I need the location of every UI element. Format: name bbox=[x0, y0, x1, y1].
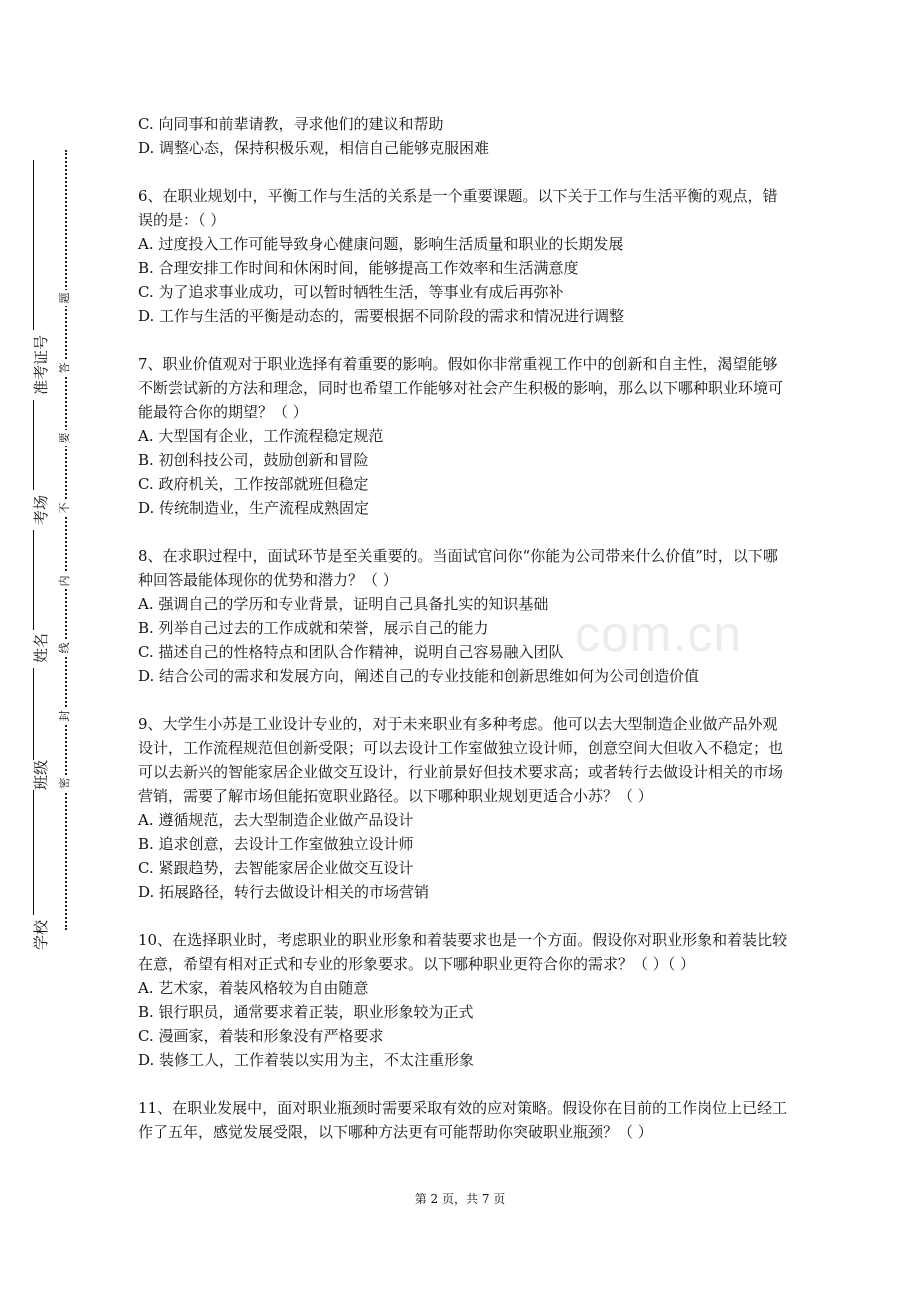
exam-room-label: 考场 bbox=[32, 494, 50, 525]
exam-id-label: 准考证号 bbox=[32, 334, 50, 395]
option: D. 传统制造业，生产流程成熟固定 bbox=[138, 499, 370, 517]
option: C. 漫画家，着装和形象没有严格要求 bbox=[138, 1027, 384, 1045]
option: D. 结合公司的需求和发展方向，阐述自己的专业技能和创新思维如何为公司创造价值 bbox=[138, 667, 700, 685]
question-stem: 6、在职业规划中，平衡工作与生活的关系是一个重要课题。以下关于工作与生活平衡的观点，错误的是：（ ） bbox=[138, 187, 778, 229]
option: A. 过度投入工作可能导致身心健康问题，影响生活质量和职业的长期发展 bbox=[138, 235, 624, 253]
seal-char: 题 bbox=[57, 290, 73, 306]
option: A. 艺术家，着装风格较为自由随意 bbox=[138, 979, 369, 997]
class-label: 班级 bbox=[32, 759, 50, 790]
seal-char: 线 bbox=[57, 640, 73, 656]
question-content bbox=[138, 112, 788, 1168]
seal-line bbox=[65, 150, 67, 930]
seal-char: 答 bbox=[57, 360, 73, 376]
name-label: 姓名 bbox=[32, 632, 50, 663]
option: C. 描述自己的性格特点和团队合作精神，说明自己容易融入团队 bbox=[138, 643, 564, 661]
option: A. 大型国有企业，工作流程稳定规范 bbox=[138, 427, 384, 445]
school-label: 学校 bbox=[32, 919, 50, 950]
question-8 bbox=[138, 544, 788, 688]
option: A. 强调自己的学历和专业背景，证明自己具备扎实的知识基础 bbox=[138, 595, 549, 613]
seal-char: 不 bbox=[57, 500, 73, 516]
option: B. 初创科技公司，鼓励创新和冒险 bbox=[138, 451, 369, 469]
option: C. 为了追求事业成功，可以暂时牺牲生活，等事业有成后再弥补 bbox=[138, 283, 564, 301]
question-stem: 8、在求职过程中，面试环节是至关重要的。当面试官问你“你能为公司带来什么价值”时，以下哪种回答最能体现你的优势和潜力？（ ） bbox=[138, 547, 778, 589]
name-blank bbox=[33, 530, 34, 630]
question-stem: 10、在选择职业时，考虑职业的职业形象和着装要求也是一个方面。假设你对职业形象和着装比较在意，希望有相对正式和专业的形象要求。以下哪种职业更符合你的需求？（ ）（ ） bbox=[138, 931, 788, 973]
option: B. 追求创意，去设计工作室做独立设计师 bbox=[138, 835, 414, 853]
prev-question-tail bbox=[138, 112, 788, 160]
question-6 bbox=[138, 184, 788, 328]
seal-char: 密 bbox=[57, 775, 73, 791]
question-7 bbox=[138, 352, 788, 520]
option: D. 装修工人，工作着装以实用为主，不太注重形象 bbox=[138, 1051, 475, 1069]
seal-char: 封 bbox=[57, 708, 73, 724]
option: C. 向同事和前辈请教，寻求他们的建议和帮助 bbox=[138, 115, 444, 133]
option: B. 银行职员，通常要求着正装，职业形象较为正式 bbox=[138, 1003, 474, 1021]
class-blank bbox=[33, 668, 34, 760]
option: D. 拓展路径，转行去做设计相关的市场营销 bbox=[138, 883, 430, 901]
option: C. 政府机关，工作按部就班但稳定 bbox=[138, 475, 369, 493]
question-stem: 9、大学生小苏是工业设计专业的，对于未来职业有多种考虑。他可以去大型制造企业做产品外观设计，工作流程规范但创新受限；可以去设计工作室做独立设计师，创意空间大但收入不稳定；也可以去新兴的智能家居企业做交互设计，行业前景好但技术要求高；或者转行去做设计相关的市场营销，需要了解市场但能拓宽职业路径。以下哪种职业规划更适合小苏？（ ） bbox=[138, 715, 784, 805]
question-stem: 7、职业价值观对于职业选择有着重要的影响。假如你非常重视工作中的创新和自主性，渴望能够不断尝试新的方法和理念，同时也希望工作能够对社会产生积极的影响，那么以下哪种职业环境可能最符合你的期望？（ ） bbox=[138, 355, 784, 421]
option: C. 紧跟趋势，去智能家居企业做交互设计 bbox=[138, 859, 414, 877]
binding-margin bbox=[0, 0, 60, 1302]
question-11 bbox=[138, 1096, 788, 1144]
option: D. 工作与生活的平衡是动态的，需要根据不同阶段的需求和情况进行调整 bbox=[138, 307, 625, 325]
seal-char: 内 bbox=[57, 573, 73, 589]
watermark: com.cn bbox=[575, 606, 743, 662]
seal-char: 要 bbox=[57, 430, 73, 446]
option: B. 列举自己过去的工作成就和荣誉，展示自己的能力 bbox=[138, 619, 489, 637]
school-blank bbox=[33, 790, 34, 915]
exam-room-blank bbox=[33, 400, 34, 490]
option: B. 合理安排工作时间和休闲时间，能够提高工作效率和生活满意度 bbox=[138, 259, 579, 277]
page-footer: 第 2 页，共 7 页 bbox=[414, 1192, 506, 1206]
option: D. 调整心态，保持积极乐观，相信自己能够克服困难 bbox=[138, 139, 490, 157]
exam-id-blank bbox=[33, 160, 34, 330]
question-stem: 11、在职业发展中，面对职业瓶颈时需要采取有效的应对策略。假设你在目前的工作岗位上已经工作了五年，感觉发展受限，以下哪种方法更有可能帮助你突破职业瓶颈？（ ） bbox=[138, 1099, 788, 1141]
question-10 bbox=[138, 928, 788, 1072]
option: A. 遵循规范，去大型制造企业做产品设计 bbox=[138, 811, 414, 829]
question-9 bbox=[138, 712, 788, 904]
